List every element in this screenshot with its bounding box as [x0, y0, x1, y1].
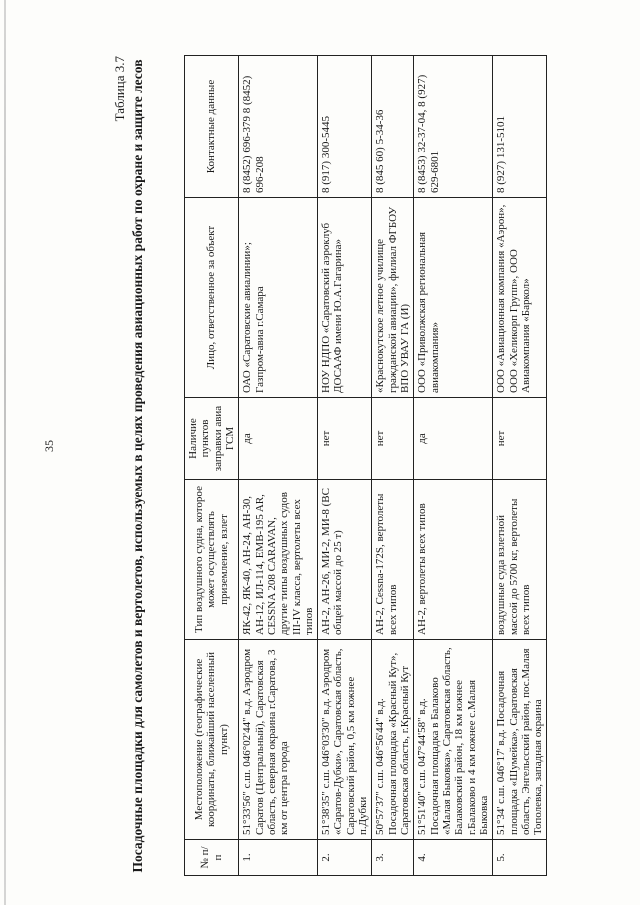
column-header-num: № п/п — [185, 840, 239, 876]
row-number: 4. — [414, 840, 493, 876]
responsible-cell: ООО «Авиационная компания «Аэрон», ООО «Хеликорп Групп», ООО Авиакомпания «Баркол» — [493, 198, 547, 398]
aircraft-cell: АН-2, Cessna-172S, вертолеты всех типов — [372, 480, 414, 640]
column-header-location: Местоположение (географические координаты, ближайший населенный пункт) — [185, 640, 239, 840]
fuel-cell: нет — [372, 398, 414, 480]
location-cell: 51°34' с.ш. 046°17' в.д. Посадочная площадка «Шумейка», Саратовская область, Энгельсский район, пос.Малая Тополевка, западная окраина — [493, 640, 547, 840]
responsible-cell: «Краснокутское летное училище гражданской авиации», филиал ФГБОУ ВПО УВАУ ГА (И) — [372, 198, 414, 398]
contacts-cell: 8 (917) 300-5445 — [318, 56, 372, 198]
landing-sites-table — [184, 55, 547, 876]
aircraft-cell: АН-2, АН-26, МИ-2, МИ-8 (ВС общей массой до 25 т) — [318, 480, 372, 640]
column-header-fuel: Наличие пунктов заправки авиа ГСМ — [185, 398, 239, 480]
location-cell: 51°33'56" с.ш. 046°02'44" в.д. Аэродром Саратов (Центральный), Саратовская область, северная окраина г.Саратова, 3 км от центра города — [239, 640, 318, 840]
table-heading: Посадочные площадки для самолетов и вертолетов, используемых в целях проведения авиационных работ по охране и защите лесов — [130, 59, 145, 873]
location-cell: 51°51'40" с.ш. 047°44'58" в.д. Посадочная площадка в Балаково «Малая Быковка», Саратовская область, Балаковский район, 18 км южнее г.Балаково и 4 км южнее с.Малая Быковка — [414, 640, 493, 840]
binding-edge — [4, 0, 6, 905]
responsible-cell: ОАО «Саратовские авиалинии»; Газпром-авиа г.Самара — [239, 198, 318, 398]
table-row — [493, 56, 547, 876]
fuel-cell: нет — [493, 398, 547, 480]
fuel-cell: да — [239, 398, 318, 480]
fuel-cell: да — [414, 398, 493, 480]
contacts-cell: 8 (927) 131-5101 — [493, 56, 547, 198]
contacts-cell: 8 (8452) 696-379 8 (8452) 696-208 — [239, 56, 318, 198]
row-number: 2. — [318, 840, 372, 876]
row-number: 3. — [372, 840, 414, 876]
contacts-cell: 8 (8453) 32-37-04, 8 (927) 629-6801 — [414, 56, 493, 198]
fuel-cell: нет — [318, 398, 372, 480]
aircraft-cell: ЯК-42, ЯК-40, АН-24, АН-30, АН-12, ИЛ-114, EMB-195 AR, CESSNA 208 CARAVAN, другие типы воздушных судов III-IV класса, вертолеты всех типов — [239, 480, 318, 640]
row-number: 1. — [239, 840, 318, 876]
aircraft-cell: воздушные суда взлетной массой до 5700 кг, вертолеты всех типов — [493, 480, 547, 640]
responsible-cell: НОУ НДПО «Саратовский аэроклуб ДОСААФ имени Ю.А.Гагарина» — [318, 198, 372, 398]
page-number: 35 — [42, 440, 56, 452]
row-number: 5. — [493, 840, 547, 876]
aircraft-cell: АН-2, вертолеты всех типов — [414, 480, 493, 640]
table-row — [372, 56, 414, 876]
location-cell: 50°57'37" с.ш. 046°56'44" в.д. Посадочная площадка «Красный Кут», Саратовская область, г.Красный Кут — [372, 640, 414, 840]
column-header-aircraft: Тип воздушного судна, которое может осуществлять приземление, взлет — [185, 480, 239, 640]
contacts-cell: 8 (845 60) 5-34-36 — [372, 56, 414, 198]
table-label: Таблица 3.7 — [112, 56, 127, 122]
column-header-responsible: Лицо, ответственное за объект — [185, 198, 239, 398]
table-header-row — [185, 56, 239, 876]
table-row — [239, 56, 318, 876]
table-row — [414, 56, 493, 876]
responsible-cell: ООО «Приволжская региональная авиакомпания» — [414, 198, 493, 398]
table-row — [318, 56, 372, 876]
rotated-table-block — [112, 56, 632, 876]
column-header-contacts: Контактные данные — [185, 56, 239, 198]
location-cell: 51°38'35" с.ш. 046°03'30" в.д. Аэродром «Саратов-Дубки», Саратовская область, Саратовский район, 0,5 км южнее п.Дубки — [318, 640, 372, 840]
